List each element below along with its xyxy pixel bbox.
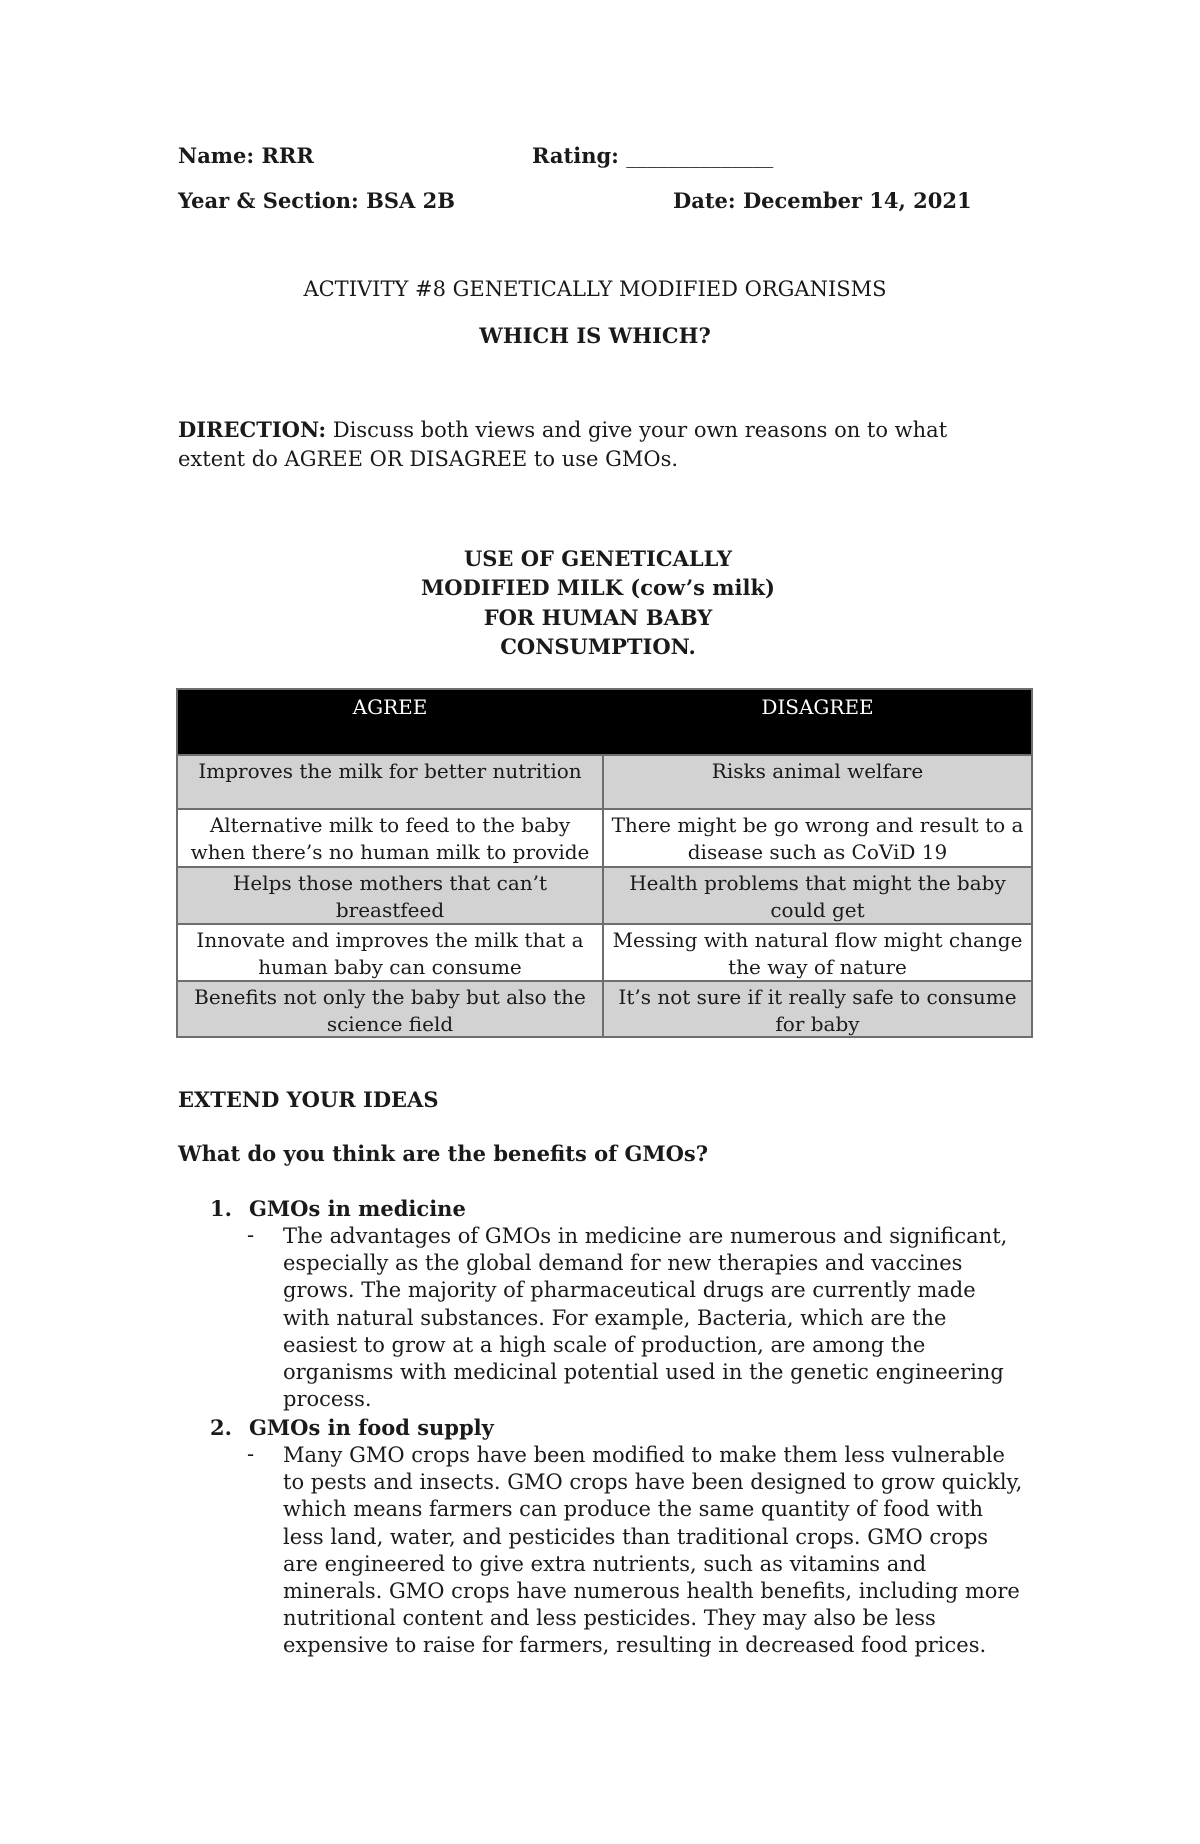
header-agree: AGREE bbox=[178, 690, 604, 754]
disagree-cell: Risks animal welfare bbox=[711, 759, 924, 783]
agree-cell: Improves the milk for better nutrition bbox=[178, 756, 604, 808]
list-item-title: GMOs in food supply bbox=[249, 1415, 494, 1440]
rating-text: Rating: bbox=[532, 143, 619, 168]
list-item-number: 1. bbox=[210, 1196, 232, 1221]
disagree-cell: There might be go wrong and result to a disease such as CoViD 19 bbox=[611, 813, 1024, 864]
agree-cell: Helps those mothers that can’t breastfeed bbox=[178, 868, 604, 923]
list-item-title: GMOs in medicine bbox=[249, 1196, 466, 1221]
extend-heading: EXTEND YOUR IDEAS bbox=[178, 1087, 439, 1112]
direction-paragraph bbox=[178, 415, 998, 474]
date-field: Date: December 14, 2021 bbox=[673, 188, 972, 213]
table-row bbox=[178, 754, 1031, 808]
table-row bbox=[178, 866, 1031, 923]
table-row bbox=[178, 980, 1031, 1036]
year-section-field: Year & Section: BSA 2B bbox=[178, 188, 455, 213]
header-disagree: DISAGREE bbox=[761, 695, 874, 719]
table-row bbox=[178, 923, 1031, 980]
disagree-cell: Health problems that might the baby could get bbox=[629, 871, 1006, 922]
list-item-paragraph: The advantages of GMOs in medicine are numerous and significant, especially as the global demand for new therapies and vaccines grows. The majority of pharmaceutical drugs are currently made with natural substances. For example, Bacteria, which are the easiest to grow at a high scale of production, are among the organisms with medicinal potential used in the genetic engineering process. bbox=[283, 1224, 1008, 1412]
list-item-paragraph: Many GMO crops have been modified to make them less vulnerable to pests and insects. GMO crops have been designed to grow quickly, which means farmers can produce the same quantity of food with less land, water, and pesticides than traditional crops. GMO crops are engineered to give extra nutrients, such as vitamins and minerals. GMO crops have numerous health benefits, including more nutritional content and less pesticides. They may also be less expensive to raise for farmers, resulting in decreased food prices. bbox=[283, 1443, 1023, 1658]
table-header-row bbox=[178, 690, 1031, 754]
activity-title: ACTIVITY #8 GENETICALLY MODIFIED ORGANISMS bbox=[303, 277, 887, 301]
agree-cell: Benefits not only the baby but also the science field bbox=[178, 982, 604, 1036]
disagree-cell: It’s not sure if it really safe to consume for baby bbox=[618, 985, 1017, 1036]
topic-line-4: CONSUMPTION. bbox=[500, 634, 696, 659]
list-item-dash: - bbox=[247, 1223, 255, 1247]
topic-line-3: FOR HUMAN BABY bbox=[483, 605, 713, 630]
rating-blank: ______________ bbox=[626, 144, 774, 168]
page-subtitle: WHICH IS WHICH? bbox=[479, 323, 711, 348]
direction-label: DIRECTION: bbox=[178, 417, 327, 442]
benefits-question: What do you think are the benefits of GMOs? bbox=[178, 1141, 709, 1166]
direction-text: Discuss both views and give your own reasons on to what extent do AGREE OR DISAGREE to use GMOs. bbox=[178, 418, 948, 471]
agree-cell: Alternative milk to feed to the baby when there’s no human milk to provide bbox=[178, 810, 604, 866]
agree-disagree-table bbox=[176, 688, 1033, 1038]
agree-cell: Innovate and improves the milk that a human baby can consume bbox=[178, 925, 604, 980]
topic-line-1: USE OF GENETICALLY bbox=[463, 546, 733, 571]
disagree-cell: Messing with natural flow might change the way of nature bbox=[612, 928, 1023, 979]
topic-line-2: MODIFIED MILK (cow’s milk) bbox=[421, 575, 775, 600]
list-item-dash: - bbox=[247, 1442, 255, 1466]
table-row bbox=[178, 808, 1031, 866]
rating-label bbox=[532, 143, 773, 168]
name-field: Name: RRR bbox=[178, 143, 314, 168]
list-item-number: 2. bbox=[210, 1415, 232, 1440]
